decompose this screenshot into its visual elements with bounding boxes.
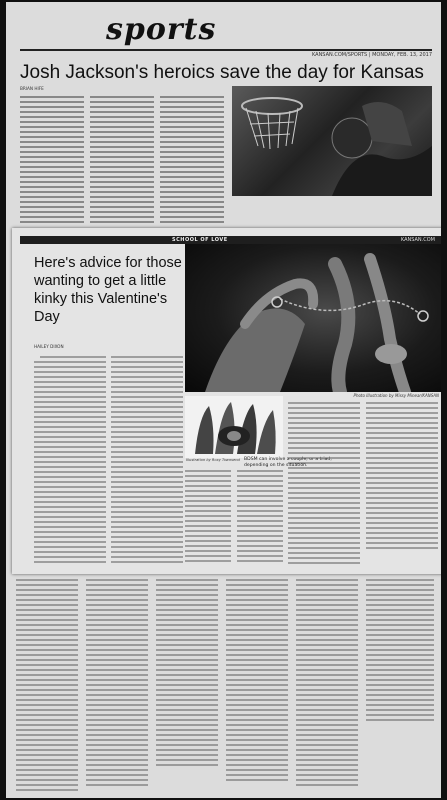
text-lines bbox=[160, 94, 224, 228]
page-meta: KANSAN.COM/SPORTS | MONDAY, FEB. 13, 2017 bbox=[311, 52, 432, 58]
photo-credit: Photo Illustration by Missy Minear/KANSAN bbox=[353, 393, 439, 398]
sports-body-column bbox=[160, 94, 224, 228]
sports-header bbox=[20, 6, 432, 56]
abstract-figures-illustration bbox=[185, 396, 283, 458]
text-lines bbox=[34, 354, 106, 570]
section-kicker: SCHOOL OF LOVE bbox=[172, 237, 228, 243]
text-lines bbox=[90, 94, 154, 228]
triad-illustration bbox=[185, 396, 283, 458]
article-headline: Here's advice for those wanting to get a little kinky this Valentine's Day bbox=[34, 255, 182, 325]
text-lines bbox=[288, 400, 360, 570]
sports-body-column bbox=[90, 94, 154, 228]
sports-headline: Josh Jackson's heroics save the day for Kansas bbox=[20, 62, 424, 83]
hoop-illustration bbox=[232, 86, 432, 196]
column-5 bbox=[296, 580, 358, 785]
newspaper-page bbox=[6, 2, 441, 798]
section-site: KANSAN.COM bbox=[400, 237, 435, 243]
text-lines bbox=[366, 400, 438, 570]
section-bar bbox=[20, 236, 441, 244]
column-6 bbox=[366, 580, 434, 720]
sports-continuation bbox=[12, 574, 441, 798]
illustration-credit: Illustration by Roxy Townsend bbox=[186, 458, 240, 462]
column-2 bbox=[86, 580, 148, 785]
insert-article bbox=[12, 228, 441, 574]
text-lines bbox=[185, 468, 283, 570]
hands-and-chain-illustration bbox=[185, 244, 441, 392]
continuation-text-columns bbox=[12, 574, 441, 798]
article-body-column bbox=[366, 400, 438, 570]
text-lines bbox=[20, 94, 84, 228]
sports-byline: BRIAN HIFE bbox=[20, 86, 44, 91]
article-body-column bbox=[288, 400, 360, 570]
section-title: sports bbox=[106, 12, 217, 47]
bdsm-photo bbox=[185, 244, 441, 392]
article-body-column bbox=[185, 468, 283, 570]
column-3 bbox=[156, 580, 218, 765]
sports-body-column bbox=[20, 94, 84, 228]
header-rule bbox=[20, 49, 432, 51]
article-byline: HAILEY DIXON bbox=[34, 344, 64, 349]
text-lines bbox=[111, 354, 183, 570]
column-4 bbox=[226, 580, 288, 780]
article-body-column bbox=[34, 354, 106, 570]
column-1 bbox=[16, 580, 78, 790]
illustration-caption: BDSM can involve a couple, or a triad, depending on the situation. bbox=[244, 457, 332, 468]
basketball-photo bbox=[232, 86, 432, 196]
article-body-column bbox=[111, 354, 183, 570]
